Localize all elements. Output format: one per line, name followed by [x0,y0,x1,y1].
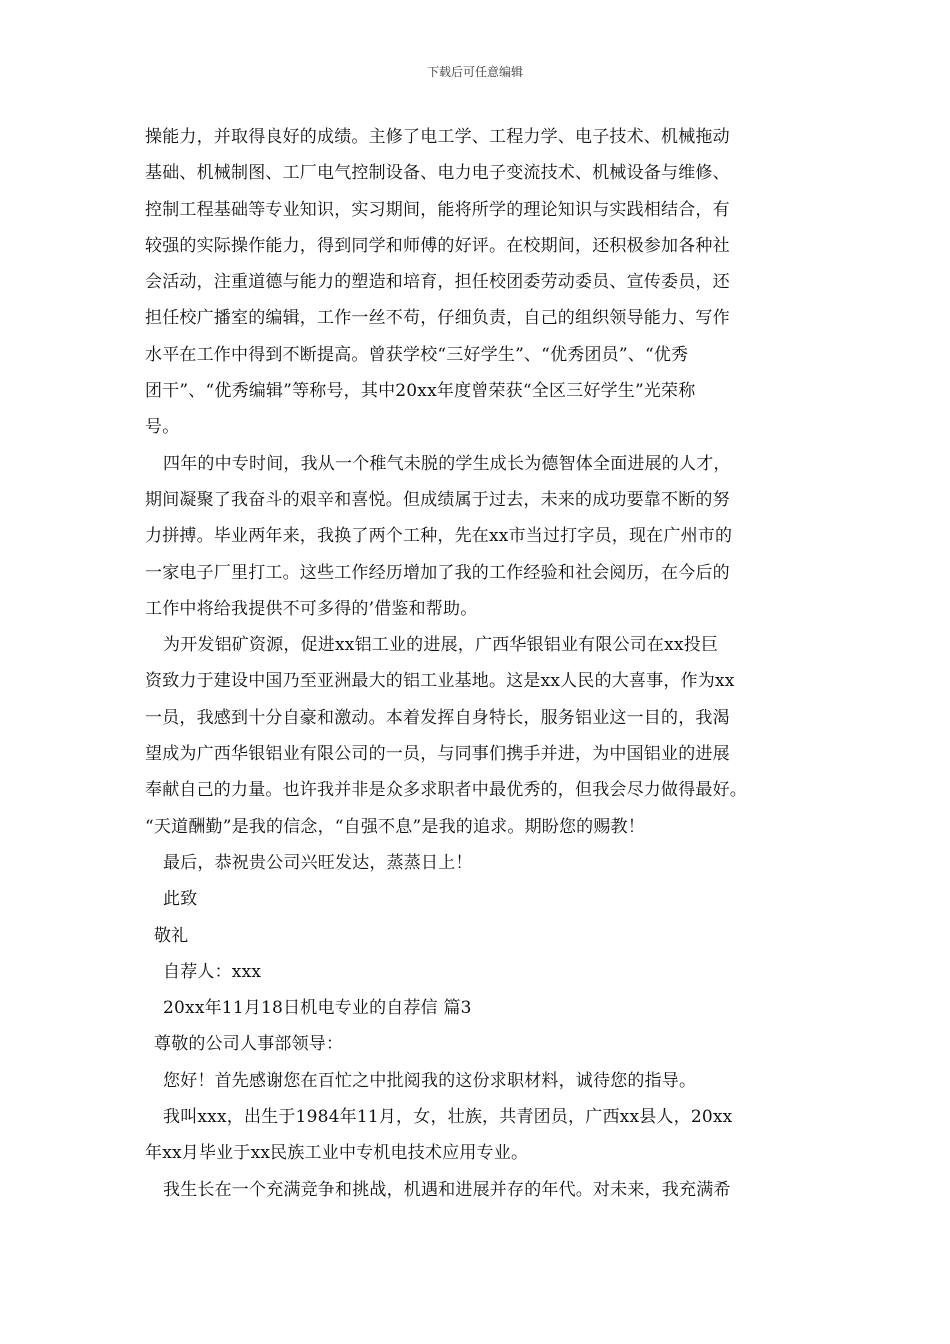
text-line: 望成为广西华银铝业有限公司的一员，与同事们携手并进，为中国铝业的进展 [145,744,730,765]
text-line: 我叫xxx，出生于1984年11月，女，壮族，共青团员，广西xx县人，20xx [163,1107,733,1128]
text-line: 水平在工作中得到不断提高。曾获学校“三好学生”、“优秀团员”、“优秀 [145,344,689,365]
letter-body [145,119,825,1208]
text-line: 尊敬的公司人事部领导： [154,1034,344,1055]
text-line: 工作中将给我提供不可多得的’借鉴和帮助。 [145,598,478,619]
text-line: 20xx年11月18日机电专业的自荐信 篇3 [163,998,472,1019]
text-line: 四年的中专时间，我从一个稚气未脱的学生成长为德智体全面进展的人才， [163,453,731,474]
text-line: 团干”、“优秀编辑”等称号，其中20xx年度曾荣获“全区三好学生”光荣称 [145,381,696,402]
text-line: 奉献自己的力量。也许我并非是众多求职者中最优秀的，但我会尽力做得最好。 [145,780,747,801]
text-line: 号。 [145,417,180,438]
text-line: 为开发铝矿资源，促进xx铝工业的进展，广西华银铝业有限公司在xx投巨 [163,635,719,656]
text-line: 控制工程基础等专业知识，实习期间，能将所学的理论知识与实践相结合，有 [145,199,730,220]
page-header: 下载后可任意编辑 [426,65,523,79]
text-line: 基础、机械制图、工厂电气控制设备、电力电子变流技术、机械设备与维修、 [145,163,730,184]
text-line: 一员，我感到十分自豪和激动。本着发挥自身特长，服务铝业这一目的，我渴 [145,707,730,728]
text-line: 敬礼 [154,925,189,946]
text-line: 较强的实际操作能力，得到同学和师傅的好评。在校期间，还积极参加各种社 [145,235,730,256]
text-line: 担任校广播室的编辑，工作一丝不苟，仔细负责，自己的组织领导能力、写作 [145,308,730,329]
text-line: “天道酬勤”是我的信念，“自强不息”是我的追求。期盼您的赐教！ [145,816,645,837]
text-line: 最后，恭祝贵公司兴旺发达，蒸蒸日上！ [163,852,473,873]
text-line: 资致力于建设中国乃至亚洲最大的铝工业基地。这是xx人民的大喜事，作为xx [145,671,735,692]
text-line: 年xx月毕业于xx民族工业中专机电技术应用专业。 [145,1143,529,1164]
text-line: 操能力，并取得良好的成绩。主修了电工学、工程力学、电子技术、机械拖动 [145,127,730,147]
text-line: 此致 [163,889,198,910]
text-line: 力拼搏。毕业两年来，我换了两个工种，先在xx市当过打字员，现在广州市的 [145,526,733,547]
text-line: 期间凝聚了我奋斗的艰辛和喜悦。但成绩属于过去，未来的成功要靠不断的努 [145,489,730,510]
text-line: 会活动，注重道德与能力的塑造和培育，担任校团委劳动委员、宣传委员，还 [145,272,730,293]
text-line: 您好！首先感谢您在百忙之中批阅我的这份求职材料，诚待您的指导。 [163,1070,697,1091]
text-line: 一家电子厂里打工。这些工作经历增加了我的工作经验和社会阅历，在今后的 [145,562,730,583]
text-line: 我生长在一个充满竞争和挑战，机遇和进展并存的年代。对未来，我充满希 [163,1179,731,1200]
text-line: 自荐人：xxx [163,961,262,982]
